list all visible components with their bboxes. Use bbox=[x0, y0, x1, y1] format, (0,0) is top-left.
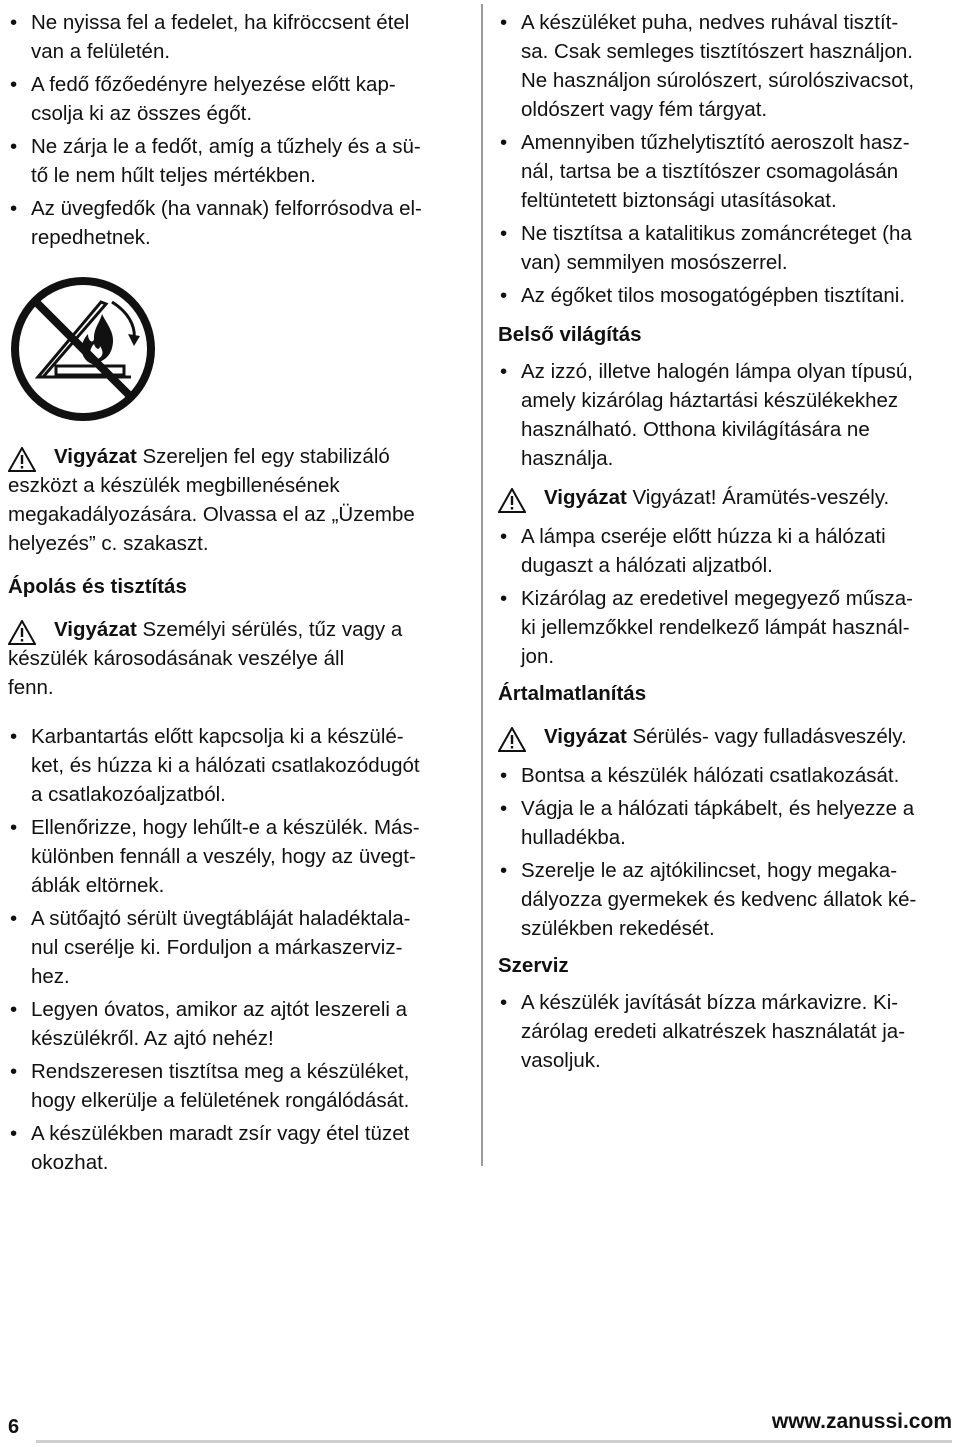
list-item: • Bontsa a készülék hálózati csatlakozását. bbox=[498, 761, 954, 790]
warning-triangle-icon bbox=[8, 620, 36, 645]
column-divider bbox=[481, 4, 483, 1166]
warning-triangle-icon bbox=[8, 447, 36, 472]
list-item: • A sütőajtó sérült üvegtábláját haladéktala- nul cserélje ki. Forduljon a márkaszerviz- hez. bbox=[8, 904, 463, 991]
list-item: • Ne tisztítsa a katalitikus zománcréteget (ha van) semmilyen mosószerrel. bbox=[498, 219, 954, 277]
warning-label: Vigyázat bbox=[54, 618, 137, 641]
list-item: • Ne nyissa fel a fedelet, ha kifröccsent étel van a felületén. bbox=[8, 8, 463, 66]
list-item: • Az üvegfedők (ha vannak) felforrósodva el- repedhetnek. bbox=[8, 194, 463, 252]
right-column bbox=[498, 0, 954, 1079]
lid-safety-list bbox=[8, 8, 463, 252]
list-item: • Ne zárja le a fedőt, amíg a tűzhely és a sü- tő le nem hűlt teljes mértékben. bbox=[8, 132, 463, 190]
warning-note-electric-shock bbox=[498, 483, 954, 512]
list-item: • Karbantartás előtt kapcsolja ki a készülé- ket, és húzza ki a hálózati csatlakozódugót a csatlakozóaljzatból. bbox=[8, 722, 463, 809]
list-item: • A fedő főzőedényre helyezése előtt kap- csolja ki az összes égőt. bbox=[8, 70, 463, 128]
warning-triangle-icon bbox=[498, 727, 526, 752]
warning-note-injury bbox=[8, 615, 463, 702]
service-list bbox=[498, 988, 954, 1075]
left-column bbox=[8, 0, 463, 1181]
warning-note-stabilizer bbox=[8, 442, 463, 558]
list-item: • Rendszeresen tisztítsa meg a készüléket, hogy elkerülje a felületének rongálódását. bbox=[8, 1057, 463, 1115]
disposal-list bbox=[498, 761, 954, 943]
warning-text: Sérülés- vagy fulladásveszély. bbox=[626, 725, 907, 748]
page-number: 6 bbox=[8, 1416, 20, 1438]
list-item: • A készülék javítását bízza márkavizre. Ki- zárólag eredeti alkatrészek használatát ja- vasoljuk. bbox=[498, 988, 954, 1075]
lighting-list bbox=[498, 357, 954, 473]
warning-text: Szereljen fel egy stabilizáló eszközt a készülék megbillenésének megakadályozására. Olvassa el az „Üzembe helyezés” c. szakaszt. bbox=[8, 445, 415, 555]
warning-text: Személyi sérülés, tűz vagy a készülék károsodásának veszélye áll fenn. bbox=[8, 618, 403, 699]
section-title-disposal: Ártalmatlanítás bbox=[498, 682, 647, 705]
cleaning-safety-list bbox=[8, 722, 463, 1177]
warning-triangle-icon bbox=[498, 488, 526, 513]
warning-label: Vigyázat bbox=[54, 445, 137, 468]
lamp-replacement-list bbox=[498, 522, 954, 671]
warning-note-suffocation bbox=[498, 722, 954, 751]
section-title-care-cleaning: Ápolás és tisztítás bbox=[8, 575, 187, 598]
section-title-internal-lighting: Belső világítás bbox=[498, 323, 642, 346]
list-item: • Amennyiben tűzhelytisztító aeroszolt hasz- nál, tartsa be a tisztítószer csomagolásán feltüntetett biztonsági utasításokat. bbox=[498, 128, 954, 215]
footer-website-link[interactable]: www.zanussi.com bbox=[771, 1410, 952, 1433]
warning-label: Vigyázat bbox=[544, 486, 627, 509]
no-closing-hot-lid-icon bbox=[8, 274, 158, 424]
list-item: • Szerelje le az ajtókilincset, hogy megaka- dályozza gyermekek és kedvenc állatok ké- szülékben rekedését. bbox=[498, 856, 954, 943]
list-item: • A lámpa cseréje előtt húzza ki a hálózati dugaszt a hálózati aljzatból. bbox=[498, 522, 954, 580]
cleaning-instructions-list bbox=[498, 8, 954, 310]
warning-label: Vigyázat bbox=[544, 725, 627, 748]
list-item: • A készüléket puha, nedves ruhával tisztít- sa. Csak semleges tisztítószert használjon. Ne használjon súrolószert, súrolószivacsot, oldószert vagy fém tárgyat. bbox=[498, 8, 954, 124]
list-item: • Vágja le a hálózati tápkábelt, és helyezze a hulladékba. bbox=[498, 794, 954, 852]
list-item: • Ellenőrizze, hogy lehűlt-e a készülék. Más- különben fennáll a veszély, hogy az üvegt- áblák eltörnek. bbox=[8, 813, 463, 900]
list-item: • Az égőket tilos mosogatógépben tisztítani. bbox=[498, 281, 954, 310]
section-title-service: Szerviz bbox=[498, 954, 569, 977]
list-item: • Az izzó, illetve halogén lámpa olyan típusú, amely kizárólag háztartási készülékekhez használható. Otthona kivilágítására ne használja. bbox=[498, 357, 954, 473]
list-item: • Kizárólag az eredetivel megegyező műsza- ki jellemzőkkel rendelkező lámpát használ- jon. bbox=[498, 584, 954, 671]
list-item: • Legyen óvatos, amikor az ajtót leszereli a készülékről. Az ajtó nehéz! bbox=[8, 995, 463, 1053]
list-item: • A készülékben maradt zsír vagy étel tüzet okozhat. bbox=[8, 1119, 463, 1177]
warning-text: Vigyázat! Áramütés-veszély. bbox=[626, 486, 890, 509]
footer-rule bbox=[36, 1440, 952, 1443]
